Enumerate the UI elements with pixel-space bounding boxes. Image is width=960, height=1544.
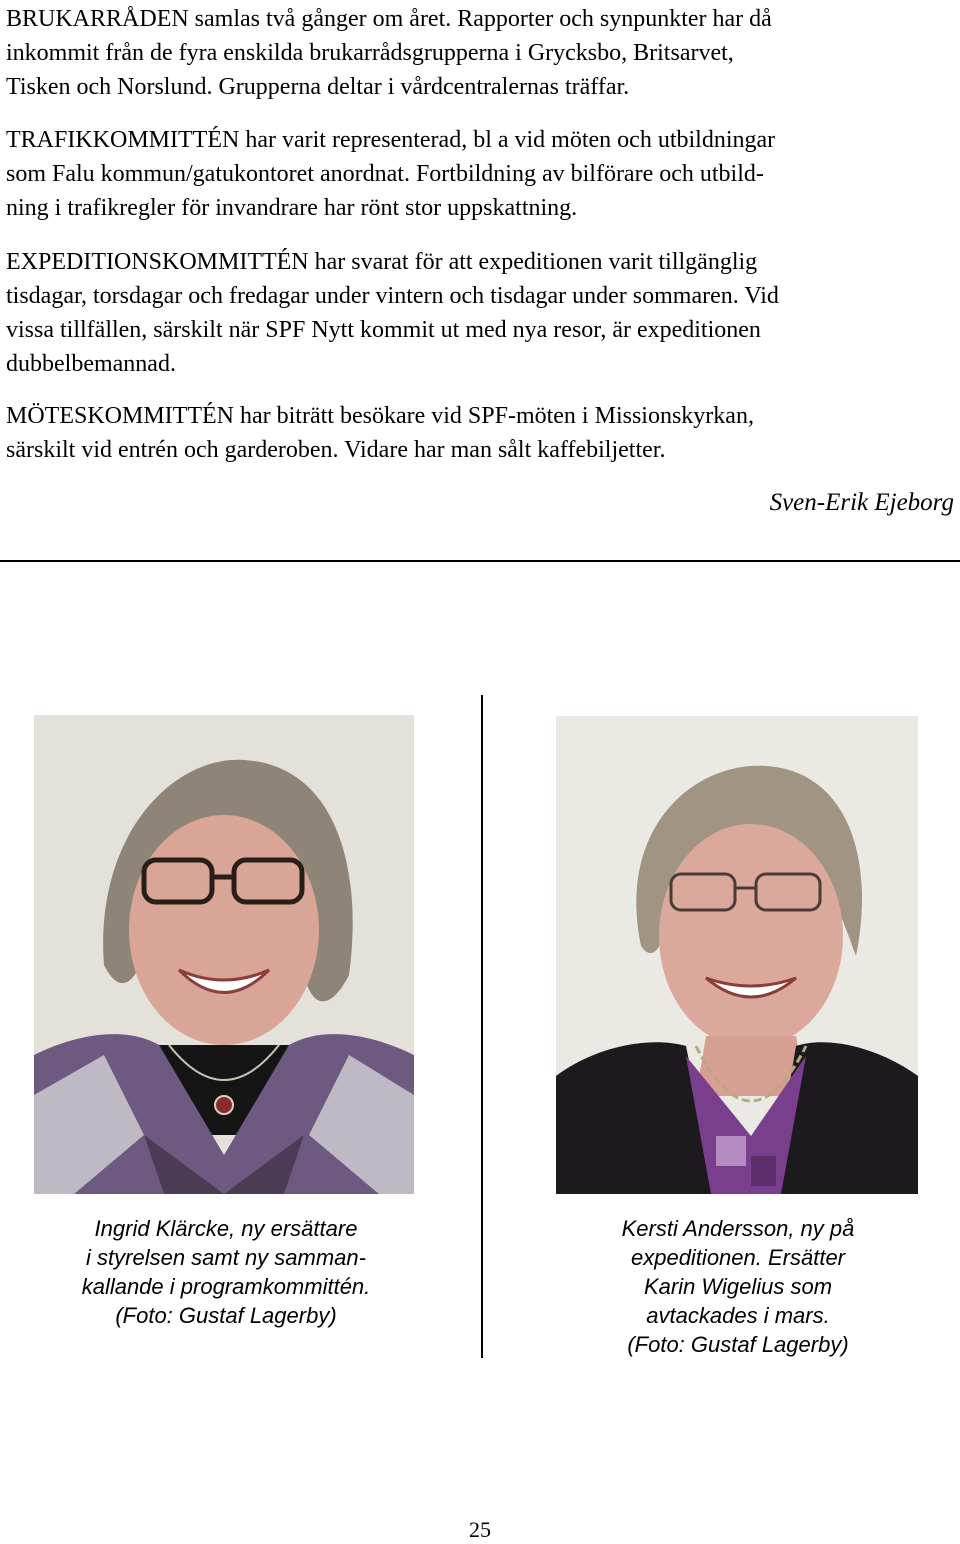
author-signature: Sven-Erik Ejeborg (769, 489, 954, 516)
caption-line: (Foto: Gustaf Lagerby) (627, 1332, 849, 1357)
paragraph-brukarraden (6, 2, 956, 104)
caption-line: (Foto: Gustaf Lagerby) (115, 1303, 337, 1328)
text-line: TRAFIKKOMMITTÉN har varit representerad, bl a vid möten och utbildningar (6, 127, 776, 153)
caption-left (34, 1214, 418, 1330)
horizontal-divider (0, 560, 960, 562)
text-line: särskilt vid entrén och garderoben. Vidare har man sålt kaffebiljetter. (6, 437, 666, 463)
caption-line: Karin Wigelius som (643, 1274, 833, 1299)
text-line: MÖTESKOMMITTÉN har biträtt besökare vid SPF-möten i Missionskyrkan, (6, 403, 754, 429)
portrait-photo-right (556, 716, 918, 1194)
caption-line: i styrelsen samt ny samman- (86, 1245, 366, 1270)
text-line: Tisken och Norslund. Grupperna deltar i vårdcentralernas träffar. (6, 74, 630, 100)
text-line: tisdagar, torsdagar och fredagar under vintern och tisdagar under sommaren. Vid (6, 283, 779, 309)
vertical-divider (481, 695, 483, 1358)
portrait-photo-left (34, 715, 414, 1194)
text-line: inkommit från de fyra enskilda brukarrådsgrupperna i Grycksbo, Britsarvet, (6, 40, 734, 66)
text-line: BRUKARRÅDEN samlas två gånger om året. Rapporter och synpunkter har då (6, 6, 772, 32)
text-line: dubbelbemannad. (6, 351, 176, 377)
text-line: ning i trafikregler för invandrare har rönt stor uppskattning. (6, 195, 578, 221)
page-number: 25 (469, 1517, 491, 1542)
paragraph-expeditionskommitten (6, 245, 956, 381)
text-line: EXPEDITIONSKOMMITTÉN har svarat för att expeditionen varit tillgänglig (6, 249, 758, 275)
caption-line: Ingrid Klärcke, ny ersättare (94, 1216, 358, 1241)
caption-line: expeditionen. Ersätter (630, 1245, 846, 1270)
caption-line: avtackades i mars. (646, 1303, 830, 1328)
caption-line: Kersti Andersson, ny på (621, 1216, 855, 1241)
caption-right (556, 1214, 920, 1359)
text-line: vissa tillfällen, särskilt när SPF Nytt kommit ut med nya resor, är expeditionen (6, 317, 761, 343)
text-line: som Falu kommun/gatukontoret anordnat. Fortbildning av bilförare och utbild- (6, 161, 764, 187)
paragraph-trafikkommitten (6, 123, 956, 225)
paragraph-moteskommitten (6, 399, 956, 467)
caption-line: kallande i programkommittén. (81, 1274, 371, 1299)
